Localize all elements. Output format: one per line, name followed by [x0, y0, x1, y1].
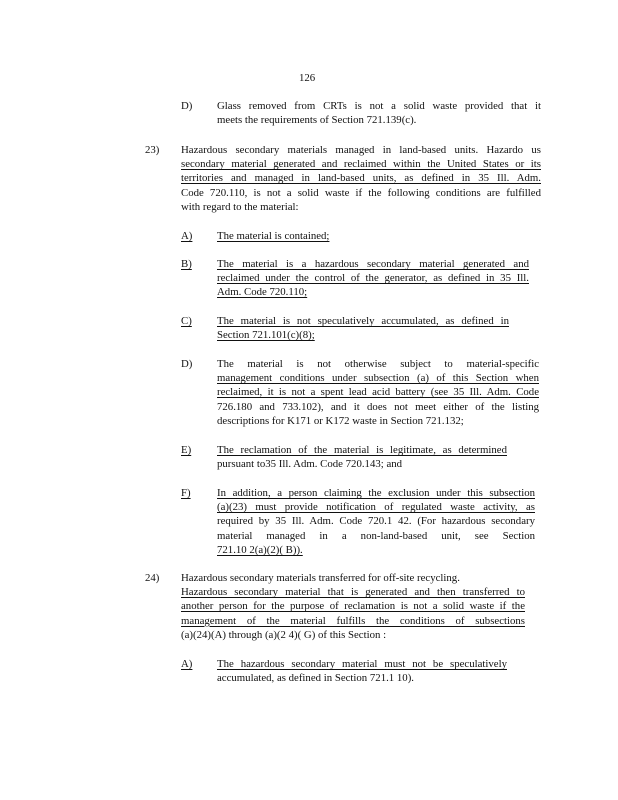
text-line: territories and managed in land-based units, as defined in 35 Ill. Adm. [181, 172, 541, 185]
item-label: C) [181, 315, 192, 327]
text-line: reclaimed under the control of the generator, as defined in 35 Ill. [217, 272, 529, 285]
text-line: management conditions under subsection (a) of this Section when [217, 372, 539, 385]
text-line: In addition, a person claiming the exclusion under this subsection [217, 487, 535, 499]
text-line: Hazardous secondary materials managed in land-based units. Hazardo us [181, 144, 541, 156]
text-line: (a)(23) must provide notification of regulated waste activity, as [217, 501, 535, 514]
item-label: 24) [145, 572, 160, 584]
text-line: The material is contained; [217, 230, 330, 242]
item-label: F) [181, 487, 191, 499]
text-line: Hazardous secondary material that is generated and then transferred to [181, 586, 525, 599]
item-label: A) [181, 230, 193, 242]
item-label: D) [181, 100, 193, 112]
text-line: another person for the purpose of reclamation is not a solid waste if the [181, 600, 525, 613]
text-line: The material is not speculatively accumulated, as defined in [217, 315, 509, 327]
text-line: Code 720.110, is not a solid waste if the following conditions are fulfilled [181, 186, 541, 199]
item-label: B) [181, 258, 192, 270]
text-line: The hazardous secondary material must not be speculatively [217, 658, 507, 670]
text-line: The material is not otherwise subject to material-specific [217, 358, 539, 370]
text-line: Adm. Code 720.110; [217, 286, 308, 299]
text-line: management of the material fulfills the conditions of subsections [181, 614, 525, 627]
text-line: secondary material generated and reclaimed within the United States or its [181, 158, 541, 171]
text-line: material managed in a non-land-based unit, see Section [217, 529, 535, 542]
text-line: Hazardous secondary materials transferred for off-site recycling. [181, 572, 460, 584]
text-line: accumulated, as defined in Section 721.1 10). [217, 672, 414, 685]
item-label: A) [181, 658, 193, 670]
text-line: descriptions for K171 or K172 waste in Section 721.132; [217, 414, 464, 427]
text-line: (a)(24)(A) through (a)(2 4)( G) of this Section : [181, 628, 387, 641]
text-line: The reclamation of the material is legitimate, as determined [217, 444, 507, 456]
text-line: 726.180 and 733.102), and it does not meet either of the listing [217, 400, 539, 413]
text-line: pursuant to35 Ill. Adm. Code 720.143; and [217, 458, 403, 471]
text-line: Section 721.101(c)(8); [217, 329, 315, 342]
item-label: D) [181, 358, 193, 370]
text-line: The material is a hazardous secondary material generated and [217, 258, 529, 270]
text-line: reclaimed, it is not a spent lead acid battery (see 35 Ill. Adm. Code [217, 386, 539, 399]
page-number: 126 [299, 72, 316, 84]
item-label: E) [181, 444, 192, 456]
item-label: 23) [145, 144, 160, 156]
text-line: Glass removed from CRTs is not a solid waste provided that it [217, 100, 541, 112]
text-line: required by 35 Ill. Adm. Code 720.1 42. (For hazardous secondary [217, 515, 535, 528]
text-line: meets the requirements of Section 721.139(c). [217, 114, 417, 127]
text-line: 721.10 2(a)(2)( B)). [217, 543, 303, 556]
text-line: with regard to the material: [181, 200, 299, 213]
